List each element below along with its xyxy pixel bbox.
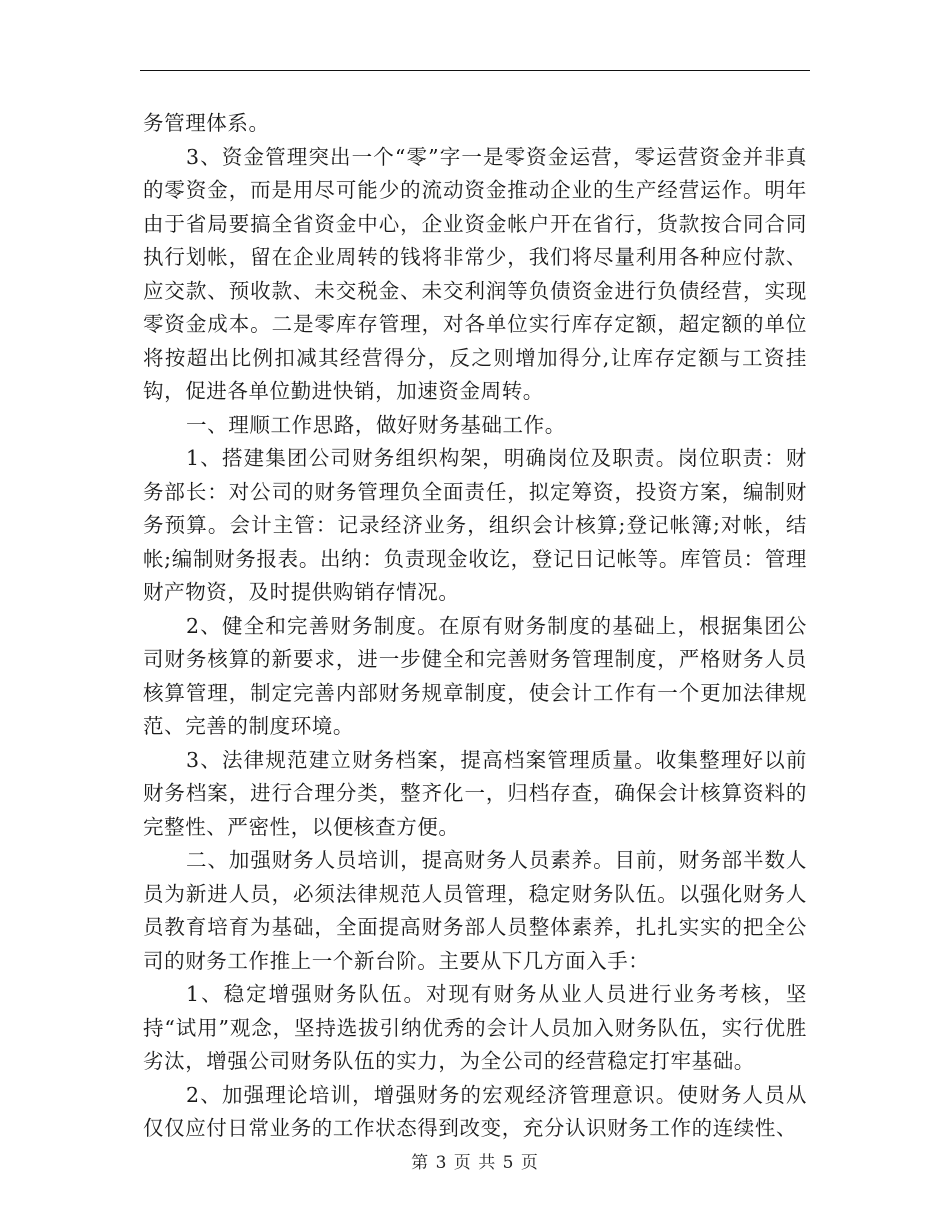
header-divider xyxy=(140,70,810,71)
document-body xyxy=(143,107,807,1146)
page-number-footer: 第 3 页 共 5 页 xyxy=(411,1153,539,1173)
section-heading: 一、理顺工作思路，做好财务基础工作。 xyxy=(186,412,566,437)
paragraph: 1、稳定增强财务队伍。对现有财务从业人员进行业务考核，坚持“试用”观念，坚持选拔引纳优秀的会计人员加入财务队伍，实行优胜劣汰，增强公司财务队伍的实力，为全公司的经营稳定打牢基础。 xyxy=(143,982,807,1073)
paragraph: 3、资金管理突出一个“零”字一是零资金运营，零运营资金并非真的零资金，而是用尽可能少的流动资金推动企业的生产经营运作。明年由于省局要搞全省资金中心，企业资金帐户开在省行，货款按合同合同执行划帐，留在企业周转的钱将非常少，我们将尽量利用各种应付款、应交款、预收款、未交税金、未交利润等负债资金进行负债经营，实现零资金成本。二是零库存管理，对各单位实行库存定额，超定额的单位将按超出比例扣减其经营得分，反之则增加得分,让库存定额与工资挂钩，促进各单位勤进快销，加速资金周转。 xyxy=(143,144,807,403)
section-heading: 二、加强财务人员培训，提高财务人员素养。目前，财务部半数人员为新进人员，必须法律规范人员管理，稳定财务队伍。以强化财务人员教育培育为基础，全面提高财务部人员整体素养，扎扎实实的把全公司的财务工作推上一个新台阶。主要从下几方面入手： xyxy=(143,848,807,973)
paragraph: 2、健全和完善财务制度。在原有财务制度的基础上，根据集团公司财务核算的新要求，进一步健全和完善财务管理制度，严格财务人员核算管理，制定完善内部财务规章制度，使会计工作有一个更加法律规范、完善的制度环境。 xyxy=(143,613,807,738)
paragraph: 3、法律规范建立财务档案，提高档案管理质量。收集整理好以前财务档案，进行合理分类，整齐化一，归档存查，确保会计核算资料的完整性、严密性，以便核查方便。 xyxy=(143,747,807,839)
paragraph: 1、搭建集团公司财务组织构架，明确岗位及职责。岗位职责：财务部长：对公司的财务管理负全面责任，拟定筹资，投资方案，编制财务预算。会计主管：记录经济业务，组织会计核算;登记帐簿;对帐，结帐;编制财务报表。出纳：负责现金收讫，登记日记帐等。库管员：管理财产物资，及时提供购销存情况。 xyxy=(143,446,807,604)
paragraph: 2、加强理论培训，增强财务的宏观经济管理意识。使财务人员从仅仅应付日常业务的工作状态得到改变，充分认识财务工作的连续性、 xyxy=(143,1082,807,1140)
paragraph: 务管理体系。 xyxy=(143,111,270,135)
